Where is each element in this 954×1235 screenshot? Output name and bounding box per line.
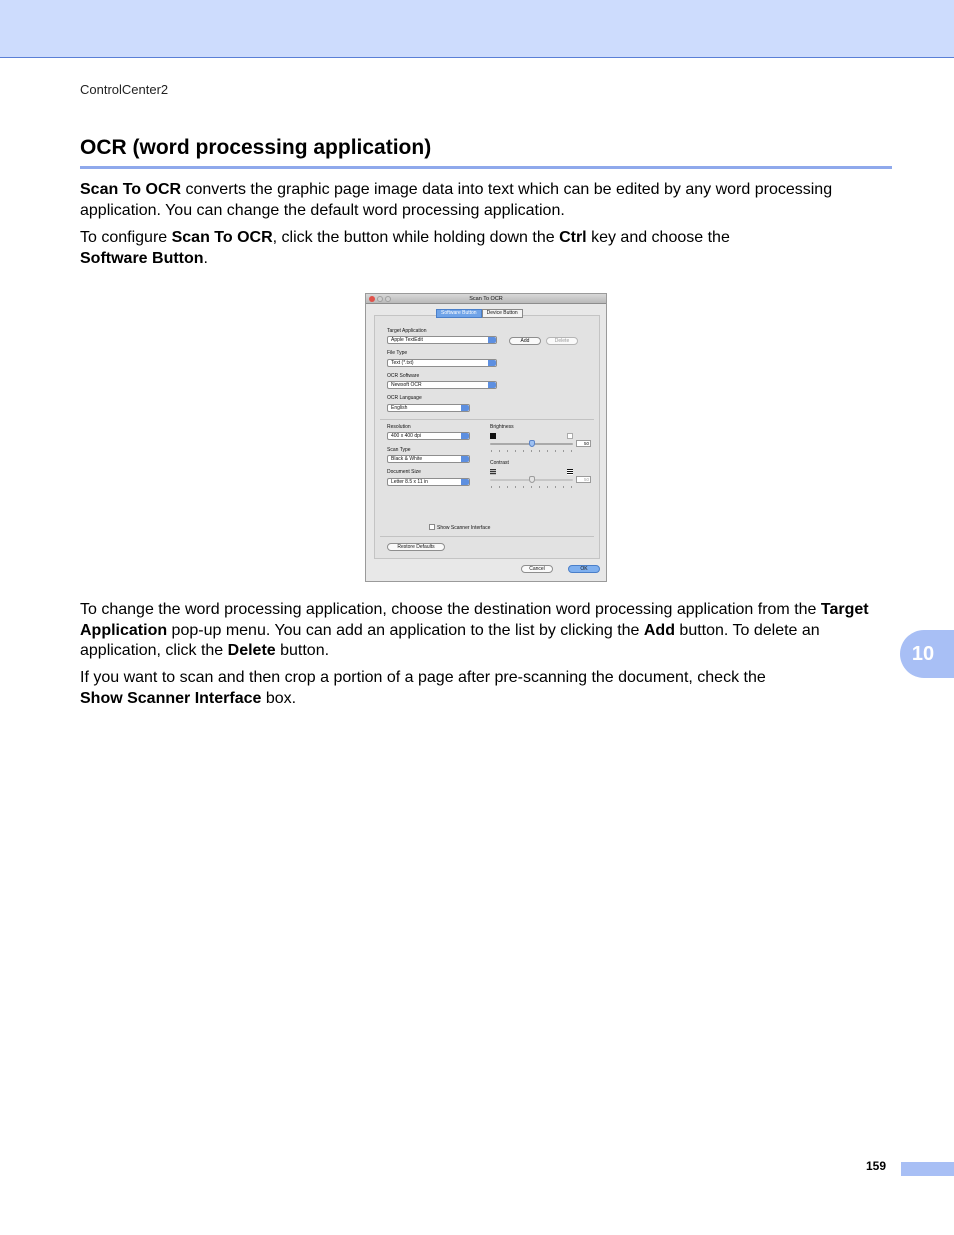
divider [380,419,594,420]
popup-value: Apple TextEdit [391,337,423,343]
popup-arrows-icon [461,405,469,411]
popup-arrows-icon [461,433,469,439]
brightness-slider-knob[interactable] [529,440,535,447]
popup-arrows-icon [488,382,496,388]
brightness-value[interactable]: 50 [576,440,591,447]
title-rule [80,166,892,169]
bold-show-scanner-interface: Show Scanner Interface [80,689,262,707]
add-button[interactable]: Add [509,337,541,345]
dialog-title: Scan To OCR [469,296,503,302]
popup-value: Black & White [391,456,423,462]
tab-bar [436,309,523,318]
page-number-bar [901,1162,954,1176]
dialog-titlebar [366,294,606,304]
ocr-software-popup[interactable] [387,381,497,389]
scan-type-label: Scan Type [387,447,411,453]
bold-ctrl: Ctrl [559,229,587,246]
text: converts the graphic page image data into text which can be edited by any word processing application. You can change the default word processing application. [80,181,833,219]
resolution-popup[interactable] [387,432,470,440]
divider [380,536,594,537]
scan-type-popup[interactable] [387,455,470,463]
text: To change the word processing application, choose the destination word processing application from the [80,601,821,618]
popup-value: 400 x 400 dpi [391,433,422,439]
dark-square-icon [490,433,496,439]
text: button. [275,642,330,659]
file-type-popup[interactable] [387,359,497,367]
document-size-popup[interactable] [387,478,470,486]
paragraph-change-application [80,600,892,662]
low-contrast-icon [490,469,496,475]
paragraph-scan-to-ocr-intro [80,180,892,221]
popup-value: Letter 8.5 x 11 in [391,479,428,485]
ocr-language-label: OCR Language [387,395,422,401]
text: pop-up menu. You can add an application to the list by clicking the [167,621,644,639]
text: To configure [80,229,172,246]
chapter-tab: 10 [900,630,954,678]
paragraph-show-scanner-interface [80,668,892,709]
show-scanner-interface-label: Show Scanner Interface [437,525,491,531]
running-head: ControlCenter2 [80,82,169,97]
paragraph-configure [80,228,892,269]
popup-value: Text (*.txt) [391,360,414,366]
restore-defaults-button[interactable]: Restore Defaults [387,543,445,551]
header-band [0,0,954,58]
popup-arrows-icon [488,360,496,366]
text: box. [261,689,297,707]
light-square-icon [567,433,573,439]
contrast-value[interactable]: 50 [576,476,591,483]
ocr-language-popup[interactable] [387,404,470,412]
brightness-label: Brightness [490,424,514,430]
bold-scan-to-ocr: Scan To OCR [171,229,273,246]
ocr-software-label: OCR Software [387,373,420,379]
section-title: OCR (word processing application) [80,136,432,159]
slider-ticks [491,486,573,488]
bold-scan-to-ocr: Scan To OCR [80,181,182,198]
high-contrast-icon [567,469,573,475]
text: . [203,249,208,267]
bold-software-button: Software Button [80,249,204,267]
show-scanner-interface-checkbox[interactable] [429,524,435,530]
contrast-slider-knob[interactable] [529,476,535,483]
bold-delete: Delete [227,642,276,659]
slider-ticks [491,450,573,452]
target-application-popup[interactable] [387,336,497,344]
text: If you want to scan and then crop a portion of a page after pre-scanning the document, check the [80,669,766,686]
text: button. To delete an application, click the [80,621,820,659]
popup-arrows-icon [461,456,469,462]
target-application-label: Target Application [387,328,427,334]
text: key and choose the [586,229,730,246]
page-number: 159 [866,1159,887,1173]
bold-add: Add [643,621,675,639]
delete-button[interactable]: Delete [546,337,578,345]
popup-value: Newsoft OCR [391,382,422,388]
tab-software-button[interactable]: Software Button [436,309,482,318]
text: , click the button while holding down the [272,229,560,246]
bold-target-application: Target Application [80,601,869,639]
scan-to-ocr-dialog-screenshot [365,293,607,582]
document-size-label: Document Size [387,469,421,475]
popup-arrows-icon [461,479,469,485]
contrast-label: Contrast [490,460,509,466]
popup-arrows-icon [488,337,496,343]
resolution-label: Resolution [387,424,411,430]
file-type-label: File Type [387,350,408,356]
ok-button[interactable]: OK [568,565,600,573]
cancel-button[interactable]: Cancel [521,565,553,573]
tab-device-button[interactable]: Device Button [482,309,523,318]
popup-value: English [391,405,408,411]
